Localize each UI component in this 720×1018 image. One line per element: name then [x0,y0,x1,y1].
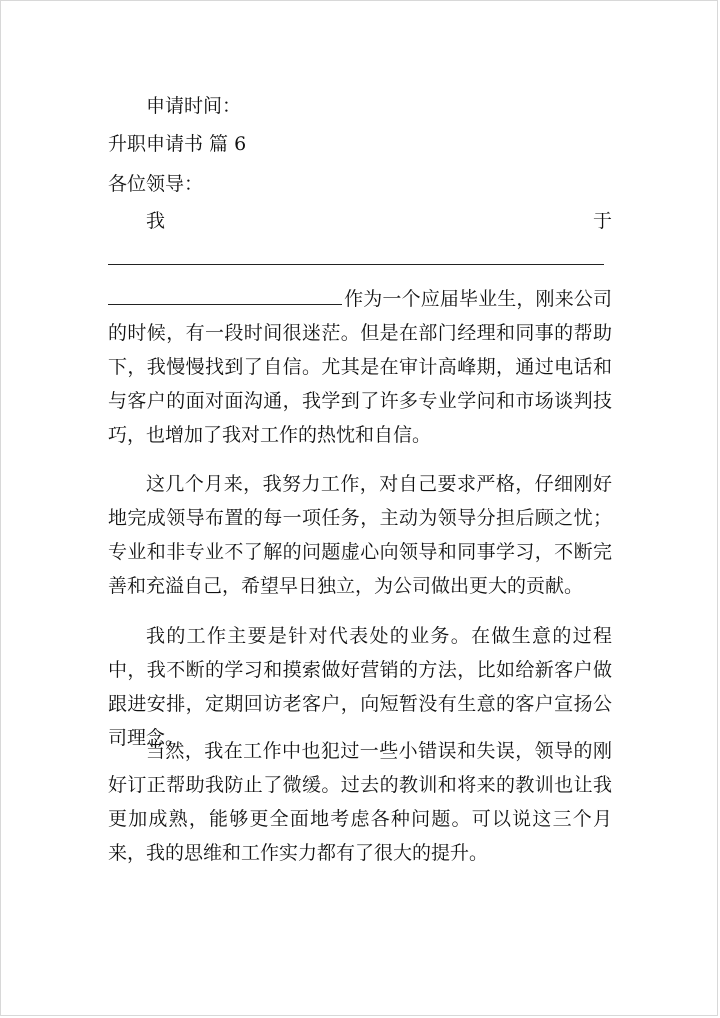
intro-left: 我 [146,210,166,232]
document-title: 升职申请书 篇 6 [108,133,247,155]
paragraph-3: 我的工作主要是针对代表处的业务。在做生意的过程中，我不断的学习和摸索做好营销的方法，比如给新客户做跟进安排，定期回访老客户，向短暂没有生意的客户宣扬公司理念。 [108,625,612,749]
fill-in-blank [108,280,342,305]
apply-time-label: 申请时间： [146,95,242,117]
salutation: 各位领导： [108,173,204,195]
fill-in-line [108,264,604,265]
paragraph-4: 当然，我在工作中也犯过一些小错误和失误，领导的刚好订正帮助我防止了微缓。过去的教训和将来的教训也让我更加成熟，能够更全面地考虑各种问题。可以说这三个月来，我的思维和工作实力都有了很大的提升。 [108,740,612,864]
paragraph-1-text: 作为一个应届毕业生，刚来公司的时候，有一段时间很迷茫。但是在部门经理和同事的帮助下，我慢慢找到了自信。尤其是在审计高峰期，通过电话和与客户的面对面沟通，我学到了许多专业学问和市场谈判技巧，也增加了我对工作的热忱和自信。 [108,288,612,446]
intro-right: 于 [592,210,612,232]
paragraph-1 [108,280,612,452]
paragraph-2: 这几个月来，我努力工作，对自己要求严格，仔细刚好地完成领导布置的每一项任务，主动为领导分担后顾之忧；专业和非专业不了解的问题虚心向领导和同事学习，不断完善和充溢自己，希望早日独立，为公司做出更大的贡献。 [108,473,612,597]
